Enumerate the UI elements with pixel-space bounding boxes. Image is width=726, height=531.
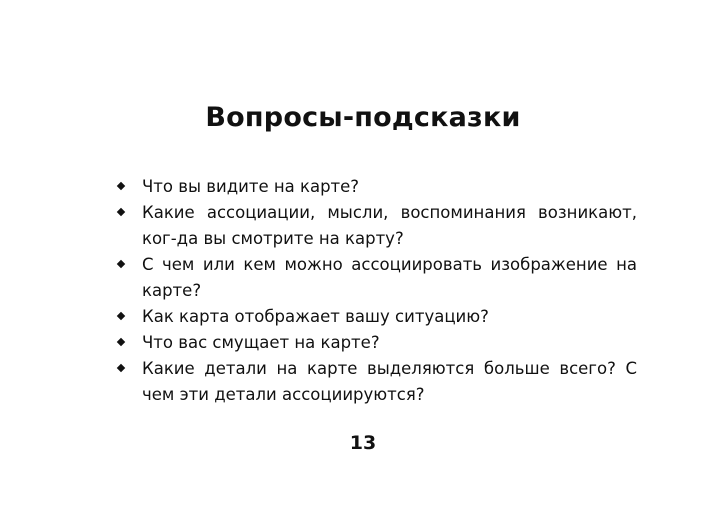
question-text: Что вы видите на карте? [142,177,360,196]
list-item [117,200,637,252]
list-item [117,304,637,330]
diamond-bullet-icon [117,312,125,320]
question-text: С чем или кем можно ассоциировать изображение на карте? [142,255,637,300]
page-title: Вопросы-подсказки [205,102,521,133]
question-text: Как карта отображает вашу ситуацию? [142,307,489,326]
diamond-bullet-icon [117,364,125,372]
question-text: Что вас смущает на карте? [142,333,380,352]
questions-list [117,174,637,408]
diamond-bullet-icon [117,208,125,216]
diamond-bullet-icon [117,182,125,190]
list-item [117,356,637,408]
list-item [117,330,637,356]
diamond-bullet-icon [117,338,125,346]
diamond-bullet-icon [117,260,125,268]
page-number: 13 [349,432,377,454]
question-text: Какие ассоциации, мысли, воспоминания возникают, ког-да вы смотрите на карту? [142,203,637,248]
list-item [117,174,637,200]
list-item [117,252,637,304]
question-text: Какие детали на карте выделяются больше всего? С чем эти детали ассоциируются? [142,359,637,404]
